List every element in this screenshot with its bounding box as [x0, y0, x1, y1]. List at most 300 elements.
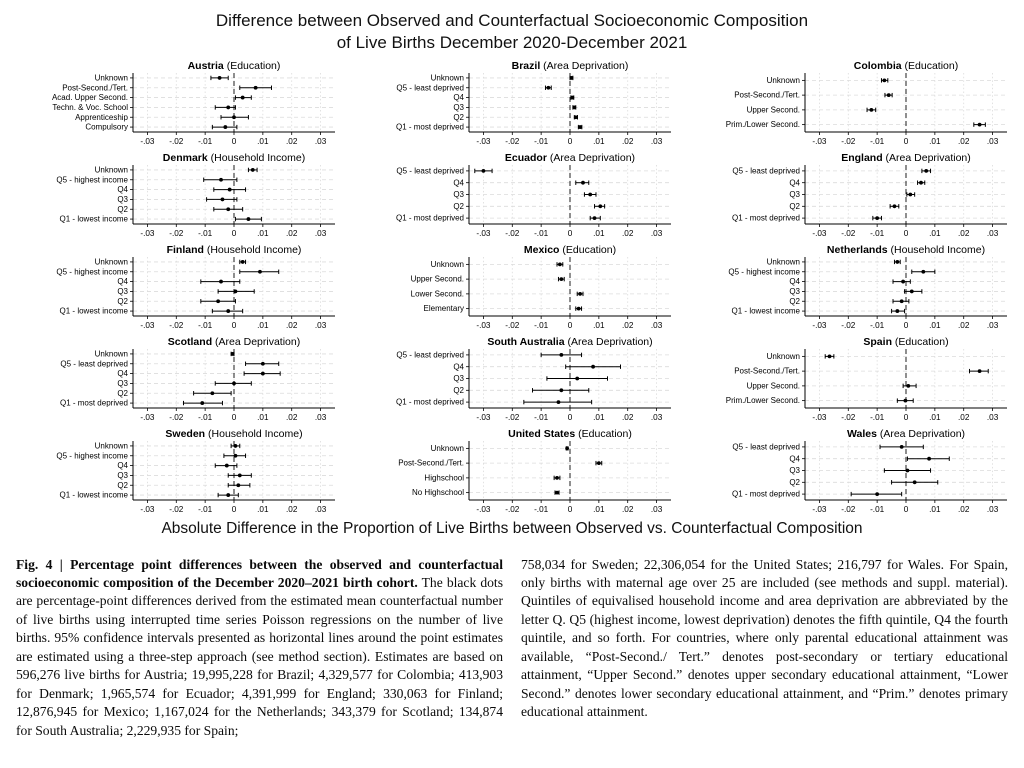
panel-title: Denmark (Household Income): [162, 151, 306, 164]
x-tick-label: .03: [314, 412, 327, 422]
caption-bold-lead: Percentage point differences between the observed and counterfactual socioeconomic composition of the December 2020–2021 birth cohort.: [16, 556, 503, 590]
point-estimate-dot: [559, 388, 563, 392]
x-tick-label: .02: [622, 504, 634, 514]
x-tick-label: 0: [903, 228, 909, 238]
point-estimate-dot: [578, 125, 582, 129]
point-estimate-dot: [577, 306, 581, 310]
x-tick-label: 0: [231, 228, 237, 238]
category-label: No Highschool: [411, 487, 464, 497]
x-tick-label: -.01: [534, 320, 549, 330]
point-estimate-dot: [597, 461, 601, 465]
category-label: Q3: [117, 286, 128, 296]
category-label: Q1 - lowest income: [59, 306, 128, 316]
x-tick-label: .03: [986, 504, 999, 514]
point-estimate-dot: [593, 216, 597, 220]
point-estimate-dot: [570, 76, 574, 80]
point-estimate-dot: [588, 192, 592, 196]
x-tick-label: .03: [314, 504, 327, 514]
x-tick-label: -.03: [476, 320, 491, 330]
category-label: Q2: [117, 296, 128, 306]
point-estimate-dot: [254, 85, 258, 89]
x-tick-label: -.02: [505, 136, 520, 146]
category-label: Q3: [453, 189, 464, 199]
category-label: Q3: [789, 465, 800, 475]
x-tick-label: -.03: [812, 136, 827, 146]
point-estimate-dot: [575, 376, 579, 380]
point-estimate-dot: [901, 279, 905, 283]
x-tick-label: -.02: [505, 228, 520, 238]
category-label: Unknown: [766, 257, 800, 267]
category-label: Apprenticeship: [75, 112, 128, 122]
x-tick-label: .03: [650, 228, 663, 238]
panel-title: Sweden (Household Income): [165, 427, 303, 440]
x-tick-label: 0: [903, 412, 909, 422]
point-estimate-dot: [223, 125, 227, 129]
x-tick-label: -.03: [476, 228, 491, 238]
category-label: Q4: [453, 361, 464, 371]
category-label: Unknown: [94, 73, 128, 83]
x-tick-label: -.03: [812, 228, 827, 238]
shared-x-axis-label: Absolute Difference in the Proportion of Live Births between Observed vs. Counterfactual Composition: [161, 519, 863, 537]
point-estimate-dot: [221, 197, 225, 201]
point-estimate-dot: [578, 291, 582, 295]
forest-panel-spain: [681, 334, 1015, 426]
x-tick-label: .01: [257, 320, 269, 330]
category-label: Compulsory: [85, 122, 128, 132]
x-tick-label: 0: [231, 136, 237, 146]
category-label: Q1 - lowest income: [731, 306, 800, 316]
x-tick-label: -.03: [140, 320, 155, 330]
x-tick-label: -.01: [198, 504, 213, 514]
x-tick-label: -.03: [140, 504, 155, 514]
point-estimate-dot: [238, 473, 242, 477]
category-label: Q1 - most deprived: [395, 213, 464, 223]
point-estimate-dot: [247, 217, 251, 221]
point-estimate-dot: [906, 383, 910, 387]
category-label: Q1 - lowest income: [59, 214, 128, 224]
x-tick-label: -.03: [140, 228, 155, 238]
x-tick-label: -.03: [812, 504, 827, 514]
category-label: Q1 - most deprived: [731, 489, 800, 499]
point-estimate-dot: [225, 463, 229, 467]
panel-title: United States (Education): [508, 427, 632, 440]
category-label: Prim./Lower Second.: [725, 119, 800, 129]
caption-right-text: 758,034 for Sweden; 22,306,054 for the United States; 216,797 for Wales. For Spain, only births with maternal age over 25 are included (see methods and suppl. material). Quintiles of equivalised household income and area deprivation are abbreviated by the letter Q. Q5 (highest income, lowest deprivation) denotes the fifth quintile, Q4 the fourth quintile, and so forth. For countries, where only parental educational attainment was available, “Post-Second./ Tert.” denotes post-secondary or tertiary educational attainment, “Upper Second.” denotes upper secondary educational attainment, “Lower Second.” denotes lower secondary educational attainment, and “Prim.” denotes primary educational attainment.: [521, 556, 1008, 720]
x-tick-label: .02: [958, 320, 970, 330]
panel-title: Wales (Area Deprivation): [846, 427, 966, 440]
x-tick-label: -.01: [870, 136, 885, 146]
point-estimate-dot: [555, 475, 559, 479]
point-estimate-dot: [210, 391, 214, 395]
x-tick-label: .01: [929, 504, 941, 514]
point-estimate-dot: [241, 260, 245, 264]
x-tick-label: -.03: [812, 412, 827, 422]
x-tick-label: 0: [567, 320, 573, 330]
x-tick-label: .03: [650, 136, 663, 146]
forest-plot-grid: [0, 58, 1024, 518]
x-tick-label: .01: [593, 504, 605, 514]
panel-title: Austria (Education): [187, 59, 281, 72]
caption-left-column: [16, 556, 503, 741]
category-label: Q2: [453, 112, 464, 122]
x-tick-label: .03: [650, 320, 663, 330]
x-tick-label: .02: [286, 320, 298, 330]
x-tick-label: -.02: [505, 504, 520, 514]
category-label: Post-Second./Tert.: [62, 82, 128, 92]
x-tick-label: -.02: [841, 504, 856, 514]
category-label: Q4: [117, 368, 128, 378]
caption-right-column: [521, 556, 1008, 741]
category-label: Unknown: [430, 259, 464, 269]
x-tick-label: -.02: [841, 228, 856, 238]
point-estimate-dot: [565, 446, 569, 450]
x-tick-label: .01: [593, 136, 605, 146]
x-tick-label: -.02: [169, 320, 184, 330]
figure-caption: [0, 538, 1024, 741]
x-tick-label: .02: [622, 320, 634, 330]
point-estimate-dot: [232, 381, 236, 385]
x-tick-label: .02: [622, 136, 634, 146]
category-label: Q5 - least deprived: [396, 82, 464, 92]
point-estimate-dot: [555, 490, 559, 494]
point-estimate-dot: [869, 107, 873, 111]
category-label: Q4: [117, 184, 128, 194]
x-tick-label: .03: [986, 412, 999, 422]
category-label: Q5 - highest income: [56, 450, 128, 460]
x-tick-label: .03: [314, 320, 327, 330]
category-label: Q2: [789, 477, 800, 487]
x-tick-label: -.02: [169, 228, 184, 238]
point-estimate-dot: [919, 180, 923, 184]
x-tick-label: .03: [314, 136, 327, 146]
category-label: Prim./Lower Second.: [725, 395, 800, 405]
x-tick-label: .01: [593, 228, 605, 238]
forest-panel-united-states: [345, 426, 679, 518]
point-estimate-dot: [216, 299, 220, 303]
forest-panel-denmark: [9, 150, 343, 242]
point-estimate-dot: [895, 309, 899, 313]
category-label: Q2: [789, 201, 800, 211]
x-tick-label: 0: [567, 504, 573, 514]
category-label: Q1 - most deprived: [731, 213, 800, 223]
category-label: Q3: [453, 102, 464, 112]
point-estimate-dot: [559, 353, 563, 357]
x-tick-label: -.02: [169, 412, 184, 422]
x-tick-label: .01: [929, 320, 941, 330]
point-estimate-dot: [219, 279, 223, 283]
figure-title: [0, 10, 1024, 54]
point-estimate-dot: [921, 269, 925, 273]
x-tick-label: -.03: [140, 136, 155, 146]
x-tick-label: -.03: [812, 320, 827, 330]
x-tick-label: 0: [903, 504, 909, 514]
x-tick-label: -.02: [505, 320, 520, 330]
category-label: Q5 - least deprived: [732, 166, 800, 175]
x-tick-label: .02: [286, 412, 298, 422]
point-estimate-dot: [218, 76, 222, 80]
category-label: Q4: [789, 177, 800, 187]
panel-title: Mexico (Education): [523, 243, 617, 256]
x-tick-label: -.01: [534, 412, 549, 422]
point-estimate-dot: [591, 364, 595, 368]
category-label: Q1 - most deprived: [59, 398, 128, 408]
point-estimate-dot: [828, 354, 832, 358]
x-tick-label: -.03: [476, 136, 491, 146]
x-tick-label: .02: [286, 504, 298, 514]
x-tick-label: -.03: [476, 504, 491, 514]
category-label: Acad. Upper Second.: [51, 92, 128, 102]
x-tick-label: 0: [231, 504, 237, 514]
point-estimate-dot: [234, 453, 238, 457]
x-tick-label: -.01: [198, 412, 213, 422]
x-tick-label: .01: [929, 228, 941, 238]
x-tick-label: -.02: [169, 504, 184, 514]
point-estimate-dot: [226, 493, 230, 497]
category-label: Post-Second./Tert.: [734, 366, 800, 376]
category-label: Q5 - least deprived: [396, 166, 464, 175]
panel-title: England (Area Deprivation): [841, 151, 971, 164]
category-label: Q2: [789, 296, 800, 306]
x-tick-label: .01: [929, 136, 941, 146]
point-estimate-dot: [910, 289, 914, 293]
panel-title: Colombia (Education): [853, 59, 959, 72]
category-label: Q2: [453, 385, 464, 395]
x-tick-label: -.03: [140, 412, 155, 422]
point-estimate-dot: [236, 483, 240, 487]
category-label: Unknown: [430, 443, 464, 453]
category-label: Q5 - highest income: [56, 174, 128, 184]
panel-title: Netherlands (Household Income): [826, 243, 986, 256]
point-estimate-dot: [978, 122, 982, 126]
category-label: Q4: [789, 276, 800, 286]
category-label: Unknown: [94, 257, 128, 267]
x-tick-label: .02: [286, 228, 298, 238]
forest-panel-netherlands: [681, 242, 1015, 334]
category-label: Q5 - least deprived: [396, 350, 464, 359]
forest-panel-ecuador: [345, 150, 679, 242]
category-label: Q3: [117, 378, 128, 388]
x-tick-label: .03: [986, 228, 999, 238]
panel-title: Scotland (Area Deprivation): [167, 335, 301, 348]
category-label: Techn. & Voc. School: [52, 102, 128, 112]
x-tick-label: 0: [903, 136, 909, 146]
x-tick-label: -.02: [841, 412, 856, 422]
point-estimate-dot: [900, 299, 904, 303]
figure-title-line1: Difference between Observed and Counterfactual Socioeconomic Composition: [215, 11, 809, 30]
point-estimate-dot: [234, 444, 238, 448]
category-label: Unknown: [94, 349, 128, 359]
category-label: Q5 - highest income: [56, 266, 128, 276]
point-estimate-dot: [882, 78, 886, 82]
point-estimate-dot: [913, 480, 917, 484]
category-label: Q2: [453, 201, 464, 211]
category-label: Q2: [117, 480, 128, 490]
category-label: Q5 - least deprived: [60, 358, 128, 368]
x-tick-label: .03: [986, 136, 999, 146]
figure-title-line2: of Live Births December 2020-December 2021: [336, 32, 688, 52]
category-label: Q3: [453, 373, 464, 383]
point-estimate-dot: [482, 169, 486, 173]
point-estimate-dot: [232, 115, 236, 119]
point-estimate-dot: [226, 309, 230, 313]
point-estimate-dot: [570, 95, 574, 99]
x-tick-label: -.01: [534, 228, 549, 238]
category-label: Unknown: [94, 441, 128, 451]
x-tick-label: .03: [650, 504, 663, 514]
x-tick-label: .03: [650, 412, 663, 422]
category-label: Q5 - least deprived: [732, 442, 800, 451]
x-tick-label: -.01: [198, 228, 213, 238]
point-estimate-dot: [927, 456, 931, 460]
point-estimate-dot: [251, 168, 255, 172]
x-tick-label: -.02: [169, 136, 184, 146]
point-estimate-dot: [261, 371, 265, 375]
point-estimate-dot: [200, 401, 204, 405]
point-estimate-dot: [887, 93, 891, 97]
point-estimate-dot: [258, 269, 262, 273]
point-estimate-dot: [893, 204, 897, 208]
x-tick-label: -.02: [841, 320, 856, 330]
x-tick-label: .01: [257, 228, 269, 238]
category-label: Elementary: [423, 303, 464, 313]
x-tick-label: .02: [622, 228, 634, 238]
x-tick-label: -.02: [841, 136, 856, 146]
forest-panel-austria: [9, 58, 343, 150]
point-estimate-dot: [557, 400, 561, 404]
forest-panel-brazil: [345, 58, 679, 150]
x-tick-label: -.01: [534, 504, 549, 514]
category-label: Q2: [117, 204, 128, 214]
x-tick-label: .02: [958, 412, 970, 422]
point-estimate-dot: [906, 468, 910, 472]
forest-panel-south-australia: [345, 334, 679, 426]
category-label: Post-Second./Tert.: [734, 90, 800, 100]
x-tick-label: .01: [929, 412, 941, 422]
category-label: Upper Second.: [746, 104, 800, 114]
forest-panel-colombia: [681, 58, 1015, 150]
category-label: Highschool: [424, 472, 464, 482]
panel-title: Brazil (Area Deprivation): [511, 59, 629, 72]
x-tick-label: .02: [286, 136, 298, 146]
category-label: Unknown: [766, 75, 800, 85]
category-label: Upper Second.: [410, 274, 464, 284]
forest-panel-scotland: [9, 334, 343, 426]
point-estimate-dot: [219, 177, 223, 181]
forest-panel-england: [681, 150, 1015, 242]
point-estimate-dot: [231, 352, 235, 356]
forest-panel-finland: [9, 242, 343, 334]
x-tick-label: -.01: [870, 228, 885, 238]
category-label: Q5 - highest income: [728, 266, 800, 276]
x-tick-label: 0: [231, 412, 237, 422]
x-tick-label: .01: [257, 412, 269, 422]
x-tick-label: -.01: [870, 412, 885, 422]
category-label: Q4: [789, 453, 800, 463]
forest-panel-sweden: [9, 426, 343, 518]
forest-panel-wales: [681, 426, 1015, 518]
point-estimate-dot: [226, 207, 230, 211]
x-tick-label: .03: [986, 320, 999, 330]
point-estimate-dot: [904, 398, 908, 402]
panel-title: Spain (Education): [863, 335, 949, 348]
x-tick-label: 0: [567, 412, 573, 422]
category-label: Q3: [117, 470, 128, 480]
x-tick-label: -.01: [870, 504, 885, 514]
category-label: Q1 - most deprived: [395, 122, 464, 132]
x-tick-label: 0: [567, 136, 573, 146]
point-estimate-dot: [895, 260, 899, 264]
category-label: Q4: [453, 92, 464, 102]
point-estimate-dot: [875, 216, 879, 220]
x-tick-label: -.01: [534, 136, 549, 146]
x-tick-label: .01: [257, 504, 269, 514]
x-tick-label: .01: [593, 320, 605, 330]
forest-panel-mexico: [345, 242, 679, 334]
point-estimate-dot: [241, 95, 245, 99]
category-label: Q4: [117, 460, 128, 470]
x-tick-label: .01: [257, 136, 269, 146]
point-estimate-dot: [558, 262, 562, 266]
point-estimate-dot: [572, 105, 576, 109]
category-label: Lower Second.: [410, 288, 464, 298]
point-estimate-dot: [924, 169, 928, 173]
x-tick-label: -.01: [198, 320, 213, 330]
category-label: Unknown: [430, 73, 464, 83]
x-tick-label: -.02: [505, 412, 520, 422]
category-label: Q3: [789, 189, 800, 199]
point-estimate-dot: [559, 277, 563, 281]
category-label: Q4: [117, 276, 128, 286]
point-estimate-dot: [574, 115, 578, 119]
x-tick-label: 0: [231, 320, 237, 330]
point-estimate-dot: [234, 289, 238, 293]
x-tick-label: 0: [903, 320, 909, 330]
x-tick-label: .02: [622, 412, 634, 422]
x-tick-label: .02: [958, 136, 970, 146]
x-tick-label: .01: [593, 412, 605, 422]
point-estimate-dot: [581, 180, 585, 184]
x-tick-label: 0: [567, 228, 573, 238]
category-label: Q1 - most deprived: [395, 397, 464, 407]
point-estimate-dot: [978, 369, 982, 373]
category-label: Q3: [789, 286, 800, 296]
category-label: Q3: [117, 194, 128, 204]
point-estimate-dot: [900, 445, 904, 449]
category-label: Unknown: [94, 165, 128, 175]
caption-fig-label: Fig. 4 |: [16, 556, 71, 572]
panel-title: South Australia (Area Deprivation): [487, 335, 653, 348]
category-label: Upper Second.: [746, 380, 800, 390]
point-estimate-dot: [908, 192, 912, 196]
category-label: Q4: [453, 177, 464, 187]
panel-title: Finland (Household Income): [166, 243, 302, 256]
point-estimate-dot: [228, 187, 232, 191]
x-tick-label: -.01: [870, 320, 885, 330]
point-estimate-dot: [598, 204, 602, 208]
point-estimate-dot: [546, 85, 550, 89]
point-estimate-dot: [226, 105, 230, 109]
x-tick-label: -.03: [476, 412, 491, 422]
point-estimate-dot: [875, 492, 879, 496]
x-tick-label: .02: [958, 228, 970, 238]
x-tick-label: .02: [958, 504, 970, 514]
category-label: Q1 - lowest income: [59, 490, 128, 500]
x-tick-label: -.01: [198, 136, 213, 146]
x-tick-label: .03: [314, 228, 327, 238]
caption-left-text: The black dots are percentage-point differences derived from the estimated mean counterfactual number of live births using interrupted time series Poisson regressions on the number of live births. 95% confidence intervals presented as horizontal lines around the point estimates are estimated using a three-step approach (see method section). Estimates are based on 596,276 live births for Austria; 19,995,228 for Brazil; 4,329,577 for Colombia; 413,903 for Denmark; 1,965,574 for Ecuador; 4,391,999 for England; 330,063 for Finland; 12,876,945 for Mexico; 1,167,024 for the Netherlands; 343,379 for Scotland; 134,874 for South Australia; 2,229,935 for Spain;: [16, 574, 503, 738]
category-label: Unknown: [766, 351, 800, 361]
category-label: Post-Second./Tert.: [398, 458, 464, 468]
